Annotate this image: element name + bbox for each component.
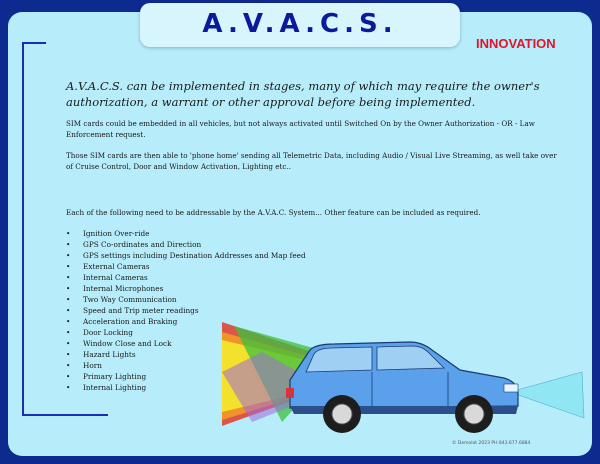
addressable-paragraph: Each of the following need to be addressable by the A.V.A.C. System... Other feature can be included as required.	[66, 208, 481, 217]
bullet-icon: •	[66, 361, 71, 370]
bullet-icon: •	[66, 284, 71, 293]
list-item: • Primary Lighting	[66, 372, 147, 381]
front-wheel	[455, 395, 493, 433]
copyright-text: © Demolat 2023 PH 843.677.6884	[452, 441, 531, 446]
bullet-icon: •	[66, 295, 71, 304]
list-item: • External Cameras	[66, 262, 150, 271]
list-item: • Internal Cameras	[66, 273, 148, 282]
telemetry-paragraph: Those SIM cards are then able to 'phone home' sending all Telemetric Data, including Audio / Visual Live Streaming, as well take over of Cruise Control, Door and Window Activation, Lighting etc..	[66, 151, 557, 171]
title-tab	[140, 3, 460, 47]
list-item: • GPS settings including Destination Addresses and Map feed	[66, 251, 306, 260]
bullet-icon: •	[66, 317, 71, 326]
list-item: • Hazard Lights	[66, 350, 136, 359]
bullet-icon: •	[66, 328, 71, 337]
innovation-badge: INNOVATION	[476, 36, 556, 51]
car-illustration	[222, 322, 590, 438]
decorative-line-bottom	[22, 414, 108, 416]
list-item: • GPS Co-ordinates and Direction	[66, 240, 202, 249]
list-item: • Door Locking	[66, 328, 133, 337]
bullet-icon: •	[66, 229, 71, 238]
list-item: • Acceleration and Braking	[66, 317, 178, 326]
list-item: • Two Way Communication	[66, 295, 177, 304]
bullet-icon: •	[66, 383, 71, 392]
bullet-icon: •	[66, 339, 71, 348]
bullet-icon: •	[66, 372, 71, 381]
list-item: • Internal Microphones	[66, 284, 164, 293]
list-item: • Ignition Over-ride	[66, 229, 150, 238]
bullet-icon: •	[66, 273, 71, 282]
bullet-icon: •	[66, 251, 71, 260]
list-item: • Horn	[66, 361, 102, 370]
bullet-icon: •	[66, 306, 71, 315]
page-title: A.V.A.C.S.	[202, 9, 398, 39]
rear-wheel	[323, 395, 361, 433]
bullet-icon: •	[66, 350, 71, 359]
decorative-line-top	[22, 42, 46, 44]
intro-text: A.V.A.C.S. can be implemented in stages, many of which may require the owner's authorization, a warrant or other approval before being implemented.	[66, 79, 540, 109]
list-item: • Window Close and Lock	[66, 339, 172, 348]
bullet-icon: •	[66, 240, 71, 249]
list-item: • Internal Lighting	[66, 383, 147, 392]
list-item: • Speed and Trip meter readings	[66, 306, 199, 315]
bullet-icon: •	[66, 262, 71, 271]
decorative-line-vertical	[22, 42, 24, 416]
sim-paragraph: SIM cards could be embedded in all vehicles, but not always activated until Switched On by the Owner Authorization - OR - Law Enforcement request.	[66, 119, 535, 139]
front-light-cone	[510, 372, 584, 418]
